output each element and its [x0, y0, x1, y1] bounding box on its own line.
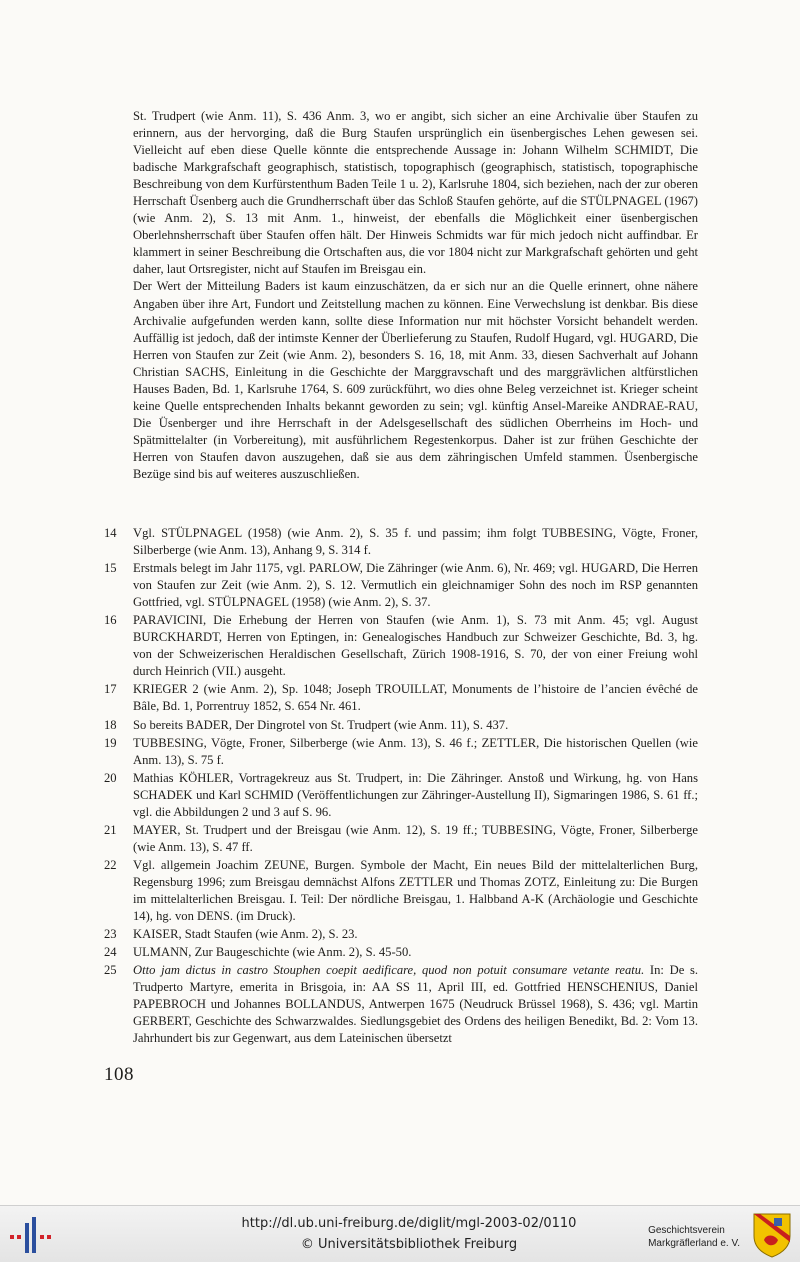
footnote [104, 822, 698, 856]
copyright-notice: © Universitätsbibliothek Freiburg [300, 1237, 518, 1252]
footnote-number: 25 [104, 963, 117, 978]
footnote-number: 22 [104, 857, 117, 872]
footnote [104, 560, 698, 611]
continued-footnote-text [133, 108, 698, 483]
footnote [104, 926, 698, 943]
footnote-text: ULMANN, Zur Baugeschichte (wie Anm. 2), S. 45-50. [133, 945, 412, 960]
society-line: Markgräflerland e. V. [648, 1238, 740, 1249]
footnote-number: 20 [104, 770, 117, 785]
paragraph: Der Wert der Mitteilung Baders ist kaum einzuschätzen, da er sich nur an die Quelle erinnert, ohne nähere Angaben über ihre Art, Fundort und Zeitstellung machen zu können. Eine Verwechslung ist denkbar. Bis diese Archivalie aufgefunden werden kann, sollte diese Information nur mit höchster Vorsicht behandelt werden. Auffällig ist jedoch, daß der intimste Kenner der Überlieferung zu Staufen, Rudolf Hugard, vgl. HUGARD, Die Herren von Staufen zur Zeit (wie Anm. 2), besonders S. 16, 18, mit Anm. 33, diesen Sachverhalt auf Johann Christian SACHS, Einleitung in die Geschichte der Marggravschaft und des marggrävlichen altfürstlichen Hauses Baden, Bd. 1, Karlsruhe 1764, S. 609 zurückführt, wo dies ohne Beleg verzeichnet ist. Krieger scheint keine Quelle entsprechenden Inhalts bekannt geworden zu sein; vgl. künftig Ansel-Mareike ANDRAE-RAU, Die Üsenberger und ihre Herrschaft in der Adelsgesellschaft des südlichen Oberrheins im Hoch- und Spätmittelalter (in Vorbereitung), mit ausführlichem Regestenkorpus. Daher ist zur frühen Geschichte der Herren von Staufen davon auszugehen, daß sie aus dem zähringischen Umfeld stammen. Üsenbergische Bezüge sind bis auf weiteres auszuschließen. [133, 279, 698, 481]
coat-of-arms-icon [752, 1212, 792, 1258]
footnote-text: Vgl. STÜLPNAGEL (1958) (wie Anm. 2), S. 35 f. und passim; ihm folgt TUBBESING, Vögte, Froner, Silberberge (wie Anm. 13), Anhang 9, S. 314 f. [133, 526, 698, 558]
footnote-number: 16 [104, 613, 117, 628]
footnote [104, 681, 698, 715]
footnote-number: 23 [104, 927, 117, 942]
page-number: 108 [104, 1064, 134, 1085]
footnote-number: 18 [104, 717, 117, 732]
footnote-text: Mathias KÖHLER, Vortragekreuz aus St. Trudpert, in: Die Zähringer. Anstoß und Wirkung, hg. von Hans SCHADEK und Karl SCHMID (Veröffentlichungen zur Zähringer-Austellung II), Sigmaringen 1986, S. 61 ff.; vgl. die Abbildungen 2 und 3 auf S. 96. [133, 770, 698, 819]
footnote-text: So bereits BADER, Der Dingrotel von St. Trudpert (wie Anm. 11), S. 437. [133, 717, 509, 732]
footnote-text [133, 962, 698, 1047]
footnote [104, 962, 698, 1047]
footnote-text: PARAVICINI, Die Erhebung der Herren von Staufen (wie Anm. 1), S. 73 mit Anm. 45; vgl. August BURCKHARDT, Herren von Eptingen, in: Genealogisches Handbuch zur Schweizer Geschichte, Bd. 3, hg. von der Schweizerischen Heraldischen Gesellschaft, Zürich 1908-1916, S. 70, der von einer Freiung wohl durch Heinrich (VII.) ausgeht. [133, 613, 698, 679]
latin-quote: Otto jam dictus in castro Stouphen coepit aedificare, quod non potuit consumare vetante reatu. [133, 963, 645, 978]
footnote-text: Erstmals belegt im Jahr 1175, vgl. PARLOW, Die Zähringer (wie Anm. 6), Nr. 469; vgl. HUGARD, Die Herren von Staufen zur Zeit (wie Anm. 2), S. 12. Vermutlich ein gleichnamiger Sohn des noch im RSP genannten Gottfried, vgl. STÜLPNAGEL (1958) (wie Anm. 2), S. 37. [133, 561, 698, 610]
footnote-text: Vgl. allgemein Joachim ZEUNE, Burgen. Symbole der Macht, Ein neues Bild der mittelalterlichen Burg, Regensburg 1996; zum Breisgau demnächst Alfons ZETTLER und Thomas ZOTZ, Einleitung zu: Die Burgen im mittelalterlichen Breisgau. I. Teil: Der nördliche Breisgau, 1. Halbband A-K (Archäologie und Geschichte 14), hg. von DENS. (im Druck). [133, 857, 698, 924]
paragraph: St. Trudpert (wie Anm. 11), S. 436 Anm. 3, wo er angibt, sich sicher an eine Archivalie über Staufen zu erinnern, aus der hervorging, daß die Burg Staufen ursprünglich ein üsenbergisches Lehen gewesen sei. Vielleicht auf eben diese Quelle könnte die entsprechende Aussage in: Johann Wilhelm SCHMIDT, Die badische Markgrafschaft geographisch, statistisch, topographisch (geographisch, statistisch, topographische Beschreibung von dem Kurfürstenthum Baden Teile 1 u. 2), Karlsruhe 1804, sich beziehen, nach der zur oberen Herrschaft Üsenberg auch die Grundherrschaft über das Schloß Staufen gehörte, auf die STÜLPNAGEL (1967) (wie Anm. 2), S. 13 mit Anm. 1., hinweist, der ebenfalls die Möglichkeit einer üsenbergischen Oberlehnsherrschaft über Staufen offen hält. Der Hinweis Schmidts war für mich jedoch nicht auffindbar. Er klammert in seiner Beschreibung die Ortschaften aus, die vor 1804 nicht zur Markgrafschaft gehörten und geht daher, laut Ortsregister, nicht auf Staufen im Breisgau ein. [133, 109, 698, 277]
footnote-text: KRIEGER 2 (wie Anm. 2), Sp. 1048; Joseph TROUILLAT, Monuments de l’histoire de l’ancien évêché de Bâle, Bd. 1, Porrentruy 1852, S. 654 Nr. 461. [133, 682, 698, 714]
viewer-footer [0, 1205, 800, 1262]
footnote-text-rest: In: De s. Trudperto Martyre, emerita in Brisgoia, in: AA SS 11, April III, ed. Gottfried HENSCHENIUS, Daniel PAPEBROCH und Johannes BOLLANDUS, Antwerpen 1675 (Neudruck Brüssel 1968), S. 436; vgl. Martin GERBERT, Geschichte des Schwarzwaldes. Siedlungsgebiet des Ordens des heiligen Benedikt, Bd. 2: Vom 13. Jahrhundert bis zur Gegenwart, aus dem Lateinischen übersetzt [133, 963, 699, 1046]
footnote [104, 525, 698, 559]
footnote-number: 17 [104, 682, 117, 697]
footnote-text: TUBBESING, Vögte, Froner, Silberberge (wie Anm. 13), S. 46 f.; ZETTLER, Die historischen Quellen (wie Anm. 13), S. 75 f. [133, 735, 698, 767]
footnote [104, 857, 698, 925]
society-line: Geschichtsverein [648, 1225, 725, 1236]
footnote-number: 15 [104, 561, 117, 576]
footnote [104, 944, 698, 961]
source-url-link[interactable]: http://dl.ub.uni-freiburg.de/diglit/mgl-2003-02/0110 [241, 1216, 577, 1231]
footnote-text: KAISER, Stadt Staufen (wie Anm. 2), S. 23. [133, 927, 358, 942]
footnote-number: 14 [104, 526, 117, 540]
footnote-number: 21 [104, 822, 117, 837]
footnote [104, 612, 698, 680]
footnote-number: 19 [104, 735, 117, 750]
footnote-list [104, 525, 698, 1048]
society-name [648, 1224, 740, 1250]
footnote-number: 24 [104, 945, 117, 960]
footnote [104, 735, 698, 769]
footnote [104, 770, 698, 821]
footnote [104, 717, 698, 734]
footnote-text: MAYER, St. Trudpert und der Breisgau (wie Anm. 12), S. 19 ff.; TUBBESING, Vögte, Froner, Silberberge (wie Anm. 13), S. 47 ff. [133, 822, 698, 854]
